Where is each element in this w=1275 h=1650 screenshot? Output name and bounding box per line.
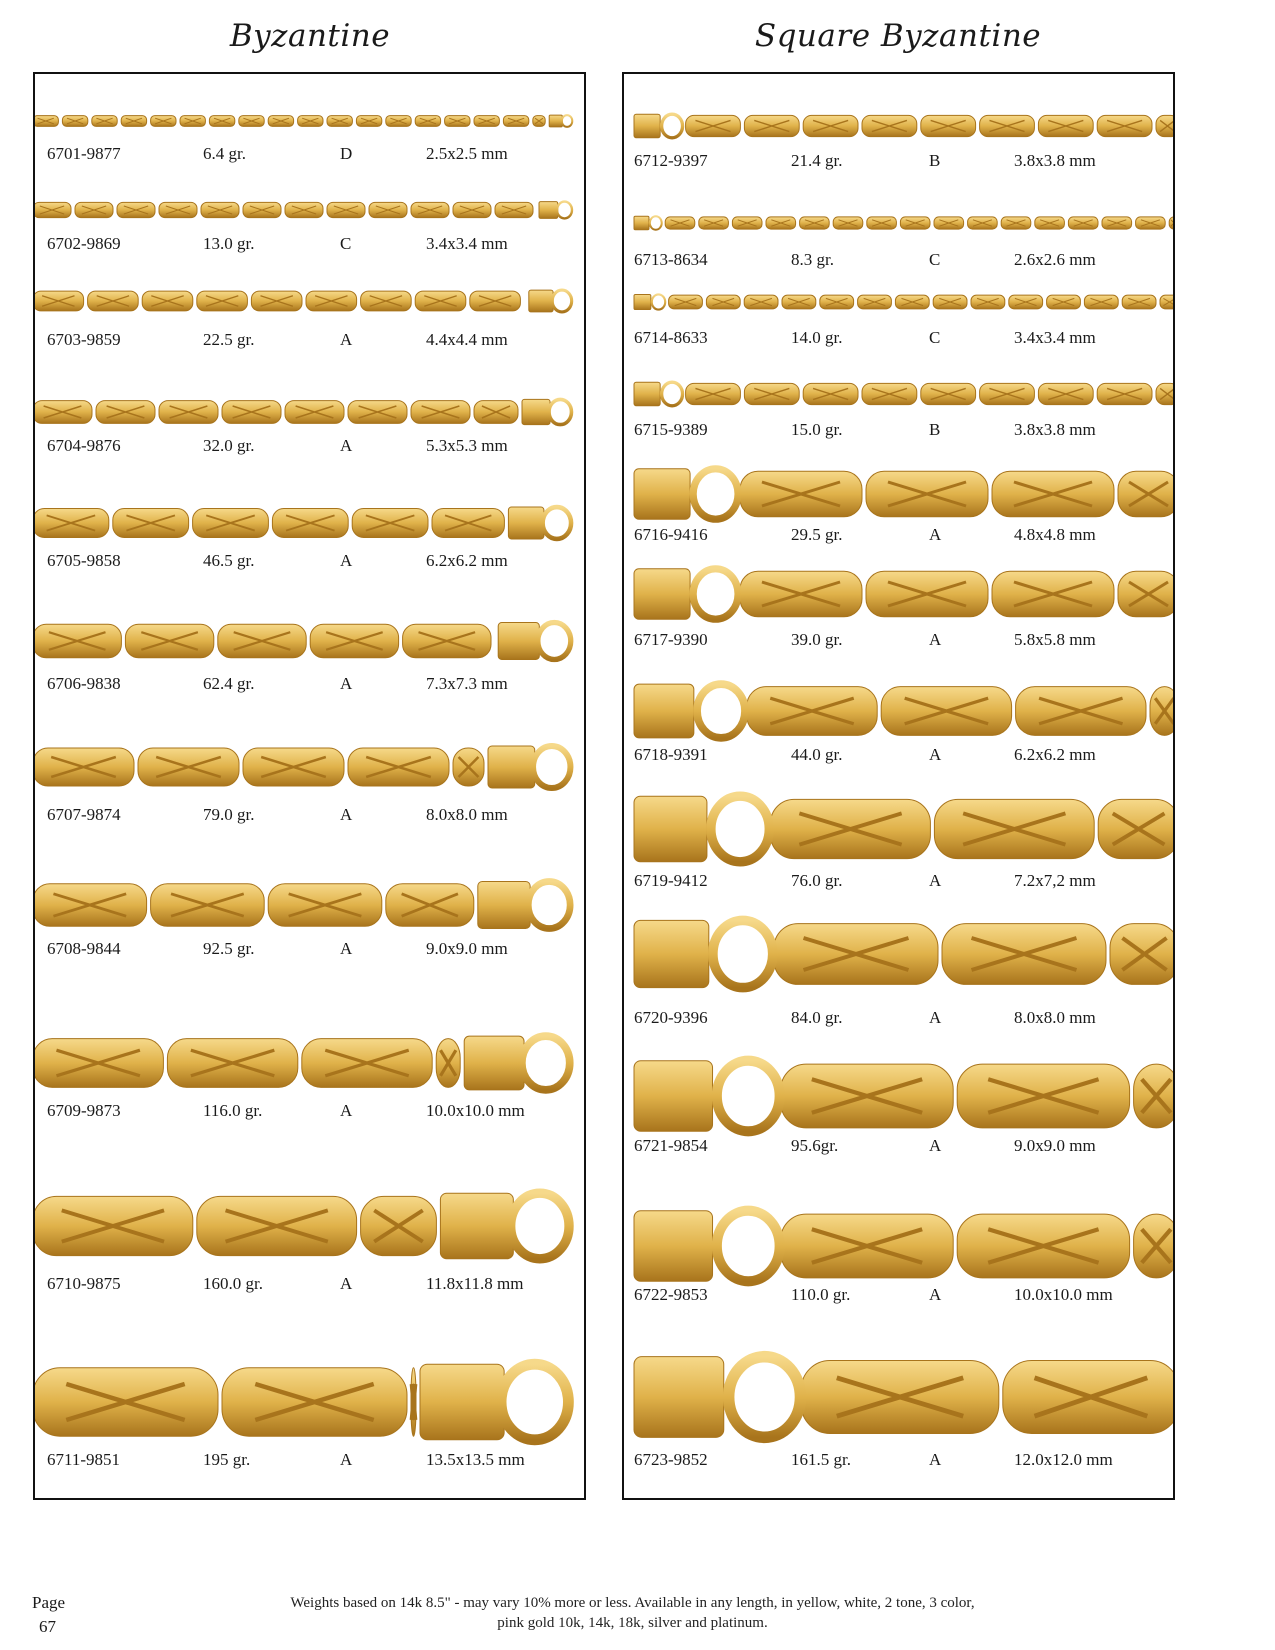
item-size: 11.8x11.8 mm	[426, 1274, 524, 1293]
item-weight: 110.0 gr.	[791, 1285, 851, 1304]
item-grade: A	[929, 1285, 942, 1304]
item-sku: 6710-9875	[47, 1274, 121, 1293]
item-grade: A	[929, 1450, 942, 1469]
title-byzantine: Byzantine	[229, 18, 391, 54]
gold-chain-icon	[634, 679, 1175, 743]
gold-chain-icon	[634, 380, 1175, 408]
square-byzantine-panel	[622, 72, 1175, 1500]
footer-note-line1: Weights based on 14k 8.5" - may vary 10% more or less. Available in any length, in yellow, white, 2 tone, 3 color,	[290, 1595, 975, 1611]
item-weight: 79.0 gr.	[203, 805, 255, 824]
item-sku: 6701-9877	[47, 144, 121, 163]
item-grade: A	[340, 436, 353, 455]
gold-chain-icon	[33, 742, 573, 792]
item-grade: D	[340, 144, 353, 163]
item-grade: A	[929, 745, 942, 764]
item-size: 12.0x12.0 mm	[1014, 1450, 1113, 1469]
item-grade: A	[929, 630, 942, 649]
item-size: 13.5x13.5 mm	[426, 1450, 525, 1469]
item-grade: A	[929, 1008, 942, 1027]
item-sku: 6702-9869	[47, 234, 121, 253]
item-sku: 6707-9874	[47, 805, 121, 824]
gold-chain-icon	[634, 914, 1175, 994]
gold-chain-icon	[33, 1187, 573, 1265]
gold-chain-icon	[634, 215, 1175, 231]
item-sku: 6712-9397	[634, 151, 708, 170]
item-grade: A	[340, 1101, 353, 1120]
item-grade: A	[340, 1450, 353, 1469]
item-size: 9.0x9.0 mm	[1014, 1136, 1096, 1155]
item-weight: 8.3 gr.	[791, 250, 834, 269]
item-sku: 6719-9412	[634, 871, 708, 890]
item-weight: 6.4 gr.	[203, 144, 246, 163]
item-size: 8.0x8.0 mm	[426, 805, 508, 824]
item-grade: A	[929, 871, 942, 890]
item-grade: A	[340, 551, 353, 570]
item-size: 9.0x9.0 mm	[426, 939, 508, 958]
gold-chain-icon	[634, 1349, 1175, 1445]
item-size: 7.3x7.3 mm	[426, 674, 508, 693]
gold-chain-icon	[634, 1204, 1175, 1288]
item-weight: 116.0 gr.	[203, 1101, 263, 1120]
item-grade: C	[929, 328, 941, 347]
item-size: 2.6x2.6 mm	[1014, 250, 1096, 269]
page-number: 67	[39, 1617, 56, 1636]
item-size: 4.4x4.4 mm	[426, 330, 508, 349]
item-weight: 62.4 gr.	[203, 674, 255, 693]
gold-chain-icon	[634, 564, 1175, 624]
item-sku: 6706-9838	[47, 674, 121, 693]
gold-chain-icon	[33, 1357, 573, 1447]
item-size: 4.8x4.8 mm	[1014, 525, 1096, 544]
item-sku: 6704-9876	[47, 436, 121, 455]
item-sku: 6714-8633	[634, 328, 708, 347]
item-size: 10.0x10.0 mm	[1014, 1285, 1113, 1304]
item-weight: 92.5 gr.	[203, 939, 255, 958]
gold-chain-icon	[33, 619, 573, 663]
title-square-byzantine: Square Byzantine	[754, 18, 1042, 54]
item-weight: 46.5 gr.	[203, 551, 255, 570]
item-sku: 6722-9853	[634, 1285, 708, 1304]
page-label	[32, 1591, 65, 1639]
item-weight: 14.0 gr.	[791, 328, 843, 347]
gold-chain-icon	[634, 790, 1175, 868]
item-weight: 161.5 gr.	[791, 1450, 851, 1469]
item-sku: 6715-9389	[634, 420, 708, 439]
page-label-text: Page	[32, 1593, 66, 1612]
item-grade: A	[340, 805, 353, 824]
item-weight: 13.0 gr.	[203, 234, 255, 253]
item-sku: 6703-9859	[47, 330, 121, 349]
item-weight: 44.0 gr.	[791, 745, 843, 764]
item-sku: 6705-9858	[47, 551, 121, 570]
footer-note	[245, 1593, 1020, 1633]
item-sku: 6718-9391	[634, 745, 708, 764]
item-weight: 95.6gr.	[791, 1136, 839, 1155]
gold-chain-icon	[33, 877, 573, 933]
item-weight: 21.4 gr.	[791, 151, 843, 170]
item-size: 10.0x10.0 mm	[426, 1101, 525, 1120]
item-size: 8.0x8.0 mm	[1014, 1008, 1096, 1027]
item-sku: 6717-9390	[634, 630, 708, 649]
item-weight: 84.0 gr.	[791, 1008, 843, 1027]
item-grade: A	[340, 674, 353, 693]
item-size: 3.4x3.4 mm	[426, 234, 508, 253]
item-size: 6.2x6.2 mm	[1014, 745, 1096, 764]
item-sku: 6709-9873	[47, 1101, 121, 1120]
gold-chain-icon	[634, 464, 1175, 524]
item-sku: 6723-9852	[634, 1450, 708, 1469]
item-size: 3.4x3.4 mm	[1014, 328, 1096, 347]
item-size: 6.2x6.2 mm	[426, 551, 508, 570]
item-weight: 29.5 gr.	[791, 525, 843, 544]
gold-chain-icon	[33, 200, 573, 220]
byzantine-panel	[33, 72, 586, 1500]
item-weight: 22.5 gr.	[203, 330, 255, 349]
item-size: 5.8x5.8 mm	[1014, 630, 1096, 649]
gold-chain-icon	[33, 397, 573, 427]
gold-chain-icon	[634, 1054, 1175, 1138]
item-grade: A	[340, 330, 353, 349]
item-weight: 32.0 gr.	[203, 436, 255, 455]
item-grade: A	[929, 525, 942, 544]
item-weight: 195 gr.	[203, 1450, 251, 1469]
gold-chain-icon	[634, 112, 1175, 140]
item-grade: A	[929, 1136, 942, 1155]
item-weight: 15.0 gr.	[791, 420, 843, 439]
item-sku: 6720-9396	[634, 1008, 708, 1027]
item-grade: A	[340, 1274, 353, 1293]
item-sku: 6713-8634	[634, 250, 708, 269]
item-size: 3.8x3.8 mm	[1014, 420, 1096, 439]
item-sku: 6711-9851	[47, 1450, 121, 1469]
item-grade: B	[929, 420, 941, 439]
item-sku: 6708-9844	[47, 939, 121, 958]
item-sku: 6716-9416	[634, 525, 708, 544]
item-weight: 39.0 gr.	[791, 630, 843, 649]
item-size: 2.5x2.5 mm	[426, 144, 508, 163]
gold-chain-icon	[634, 293, 1175, 311]
item-grade: B	[929, 151, 941, 170]
item-size: 5.3x5.3 mm	[426, 436, 508, 455]
item-grade: C	[929, 250, 941, 269]
item-grade: A	[340, 939, 353, 958]
gold-chain-icon	[33, 504, 573, 542]
gold-chain-icon	[33, 1031, 573, 1095]
gold-chain-icon	[33, 114, 573, 128]
item-size: 7.2x7,2 mm	[1014, 871, 1096, 890]
item-weight: 76.0 gr.	[791, 871, 843, 890]
item-grade: C	[340, 234, 352, 253]
item-sku: 6721-9854	[634, 1136, 708, 1155]
item-weight: 160.0 gr.	[203, 1274, 263, 1293]
gold-chain-icon	[33, 288, 573, 314]
item-size: 3.8x3.8 mm	[1014, 151, 1096, 170]
footer-note-line2: pink gold 10k, 14k, 18k, silver and platinum.	[497, 1615, 768, 1631]
